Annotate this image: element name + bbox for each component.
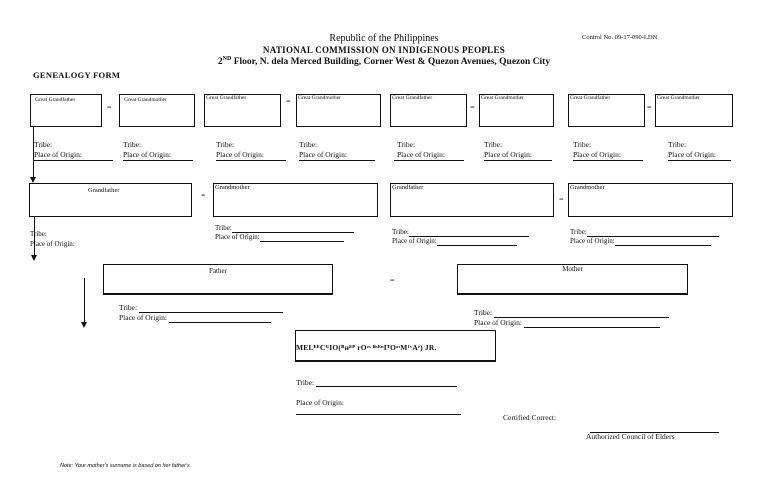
tribe-origin-g4 [570,228,719,246]
place-of-origin-label: Place of Origin: [570,237,615,245]
tribe-label: Tribe: [299,140,318,149]
great-grandmother-label: Great Grandmother [481,95,524,101]
grandfather-box-2[interactable] [390,183,554,217]
tribe-origin-g2 [215,224,354,242]
tribe-origin-gg5 [397,140,445,160]
arrow-down-icon [31,255,37,261]
place-of-origin-label: Place of Origin: [573,150,621,159]
arrow-down-icon [81,322,87,328]
footnote: Note: Your mother's surname is based on her father's [60,463,190,469]
tribe-label: Tribe: [34,140,53,149]
tribe-underline [216,160,286,161]
great-grandfather-label: Great Grandfather [206,95,247,101]
mother-box[interactable] [457,264,688,295]
tribe-origin-gg2 [123,140,171,160]
tribe-underline [484,160,552,161]
form-title: GENEALOGY FORM [33,70,121,80]
address-floor-number: 2 [217,57,223,68]
great-grandfather-label: Great Grandfather [392,95,433,101]
place-of-origin-label: Place of Origin: [119,313,167,322]
place-of-origin-label: Place of Origin: [484,150,532,159]
tribe-label: Tribe: [123,140,142,149]
tribe-underline [34,160,113,161]
applicant-name-box[interactable] [295,330,496,362]
connector-line [84,278,85,322]
tribe-underline [299,160,375,161]
tribe-origin-father [119,303,283,323]
tribe-label: Tribe: [119,303,138,312]
grandfather-label: Grandfather [88,187,120,194]
place-of-origin-label: Place of Origin: [216,150,264,159]
tribe-line[interactable] [139,304,283,313]
grandfather-box-1[interactable] [29,183,192,217]
tribe-line[interactable] [316,378,457,387]
grandmother-box-1[interactable] [213,183,378,217]
tribe-label: Tribe: [216,140,235,149]
origin-line[interactable] [296,414,461,415]
tribe-label: Tribe: [484,140,503,149]
great-grandfather-box-1[interactable] [30,94,102,127]
control-number: Control No. 09-17-090-LDN [582,34,658,41]
address-text: Floor, N. dela Merced Building, Corner West & Quezon Avenues, Quezon City [231,57,551,68]
place-of-origin-label: Place of Origin: [397,150,445,159]
tribe-label: Tribe: [474,308,493,317]
applicant-tribe [296,378,457,387]
great-grandfather-box-2[interactable] [204,94,281,127]
place-of-origin-label: Place of Origin: [668,150,716,159]
tribe-origin-g3 [392,228,529,246]
header-republic: Republic of the Philippines [329,33,439,44]
council-of-elders: Authorized Council of Elders [586,432,675,441]
equals-sign: = [559,195,564,204]
equals-sign: = [107,103,112,112]
tribe-label: Tribe: [397,140,416,149]
tribe-label: Tribe: [215,224,232,232]
tribe-label: Tribe: [30,230,47,238]
great-grandmother-label: Great Grandmother [298,95,341,101]
place-of-origin-label: Place of Origin: [392,237,437,245]
tribe-underline [573,160,643,161]
great-grandmother-label: Great Grandmother [124,97,167,103]
origin-line[interactable] [615,237,711,246]
tribe-label: Tribe: [570,228,587,236]
tribe-origin-gg6 [484,140,532,160]
tribe-underline [123,160,193,161]
grandfather-label: Grandfather [392,184,424,191]
applicant-origin-label: Place of Origin: [296,398,344,407]
tribe-origin-gg4 [299,140,347,160]
origin-line[interactable] [524,319,660,328]
header-address [0,56,768,67]
equals-sign: = [647,103,652,112]
great-grandfather-box-3[interactable] [390,94,467,127]
mother-label: Mother [562,265,583,273]
tribe-line[interactable] [232,224,354,233]
equals-sign: = [470,103,475,112]
tribe-line[interactable] [409,228,529,237]
equals-sign: = [286,97,291,106]
grandmother-label: Grandmother [215,184,250,191]
tribe-label: Tribe: [392,228,409,236]
great-grandmother-box-2[interactable] [296,94,381,127]
tribe-underline [668,160,731,161]
great-grandfather-label: Great Grandfather [570,95,611,101]
tribe-origin-g1 [30,229,75,249]
great-grandmother-box-3[interactable] [479,94,554,127]
origin-line[interactable] [437,237,517,246]
place-of-origin-label: Place of Origin: [34,150,82,159]
connector-line [33,127,34,177]
tribe-line[interactable] [587,228,719,237]
header-commission: NATIONAL COMMISSION ON INDIGENOUS PEOPLES [262,45,506,55]
equals-sign: = [201,191,206,200]
great-grandfather-box-4[interactable] [568,94,645,127]
tribe-line[interactable] [494,309,669,318]
father-label: Father [209,267,227,275]
certified-correct: Certified Correct: [503,413,557,422]
tribe-origin-gg7 [573,140,621,160]
applicant-name: MELᴱᴱCᴳIO(ᴿʜᴱᴾ rOᵉˢ ᴮˢᴱⁿIᵀOᵃᵗM¹ᵛAᵉ) JR. [296,343,437,352]
place-of-origin-label: Place of Origin: [474,318,522,327]
tribe-origin-mother [474,308,669,328]
place-of-origin-label: Place of Origin: [215,233,260,241]
tribe-origin-gg1 [34,140,82,160]
tribe-origin-gg3 [216,140,264,160]
tribe-origin-gg8 [668,140,716,160]
great-grandfather-label: Great Grandfather [35,97,76,103]
great-grandmother-label: Great Grandmother [657,95,700,101]
origin-line[interactable] [169,314,271,323]
place-of-origin-label: Place of Origin: [30,240,75,248]
grandmother-label: Grandmother [570,184,605,191]
equals-sign: = [390,276,395,285]
origin-line[interactable] [260,233,344,242]
father-box[interactable] [103,264,333,295]
address-floor-suffix: ND [222,56,232,62]
great-grandmother-box-4[interactable] [655,94,733,127]
place-of-origin-label: Place of Origin: [123,150,171,159]
tribe-label: Tribe: [573,140,592,149]
tribe-label: Tribe: [296,378,315,387]
tribe-underline [394,160,464,161]
grandmother-box-2[interactable] [568,183,733,217]
place-of-origin-label: Place of Origin: [299,150,347,159]
tribe-label: Tribe: [668,140,687,149]
great-grandmother-box-1[interactable] [119,94,195,127]
